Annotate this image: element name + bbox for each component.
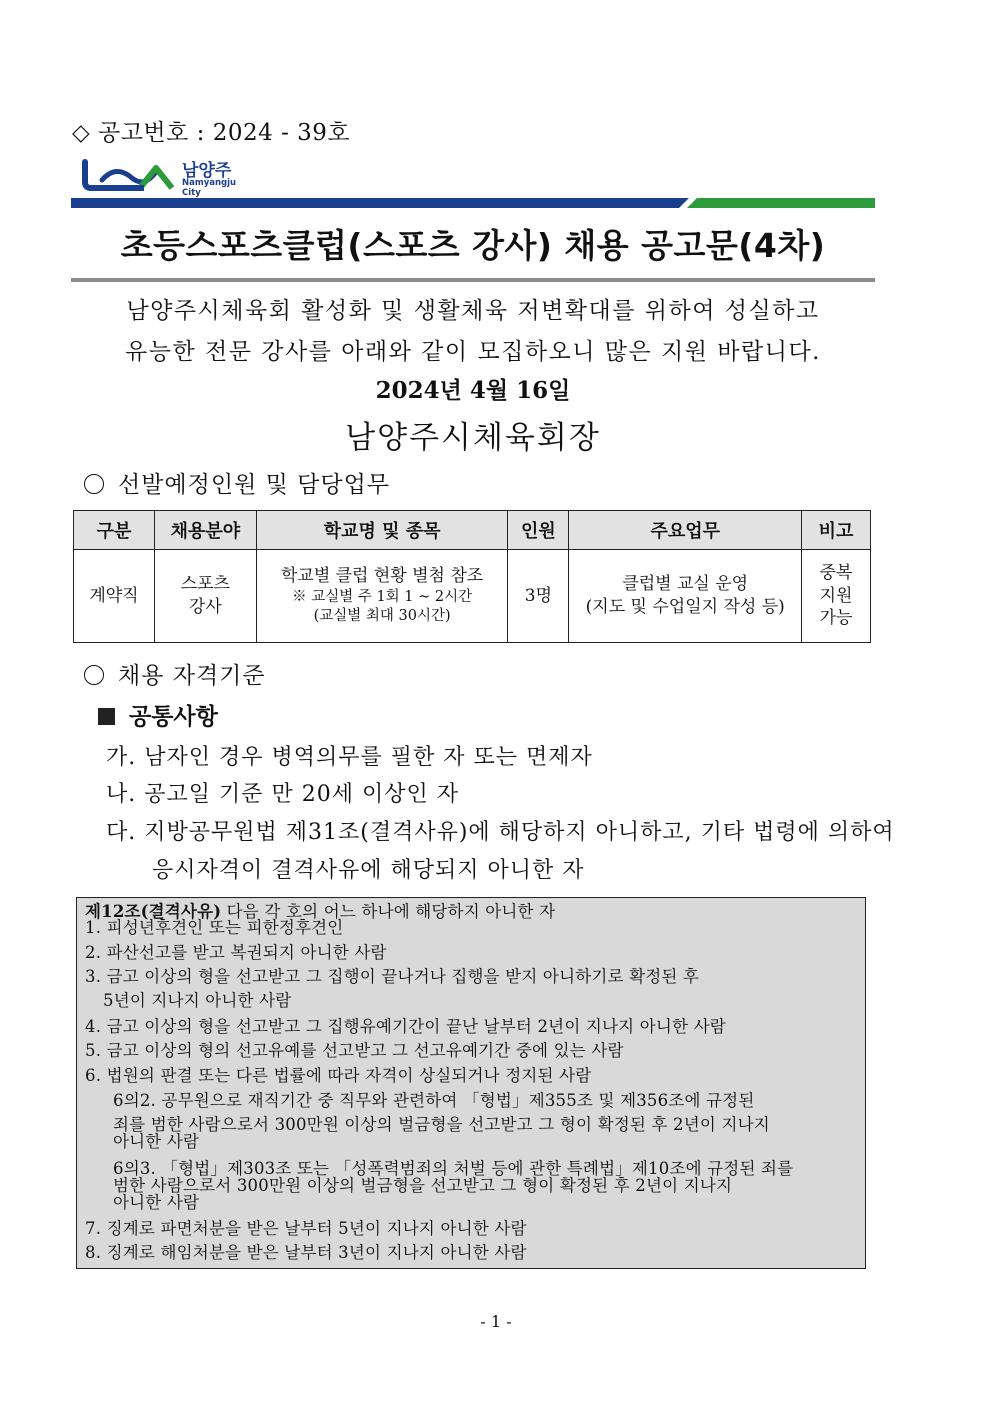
namyangju-logo [82, 156, 252, 198]
logo-name-ko: 남양주 [182, 161, 232, 181]
disqualification-item: 3. 금고 이상의 형을 선고받고 그 집행이 끝나거나 집행을 받지 아니하기로 확정된 후 [85, 967, 700, 986]
table-header: 주요업무 [569, 511, 802, 550]
table-header: 채용분야 [154, 511, 256, 550]
cell-type: 계약직 [74, 550, 155, 643]
cell-field: 스포츠 강사 [154, 550, 256, 643]
table-row [74, 550, 871, 643]
disqualification-item: 5. 금고 이상의 형의 선고유예를 선고받고 그 선고유예기간 중에 있는 사람 [85, 1041, 624, 1060]
section-heading-positions: 선발예정인원 및 담당업무 [84, 466, 390, 499]
disqualification-item: 죄를 범한 사람으로서 300만원 이상의 벌금형을 선고받고 그 형이 확정된 후 2년이 지나지 [113, 1115, 770, 1134]
intro-line-2: 유능한 전문 강사를 아래와 같이 모집하오니 많은 지원 바랍니다. [125, 339, 821, 365]
circle-bullet-icon [84, 665, 104, 685]
circle-bullet-icon [84, 474, 104, 494]
page-title: 초등스포츠클럽(스포츠 강사) 채용 공고문(4차) [120, 226, 826, 265]
header-color-bar [71, 198, 875, 208]
disqualification-box [76, 897, 866, 1269]
recruitment-table [73, 510, 871, 643]
requirement-item: 가. 남자인 경우 병역의무를 필한 자 또는 면제자 [106, 745, 593, 770]
requirement-item: 다. 지방공무원법 제31조(결격사유)에 해당하지 아니하고, 기타 법령에 의하여 [106, 820, 895, 845]
namyangju-logo-mark-icon [82, 156, 177, 194]
disqualification-item: 7. 징계로 파면처분을 받은 날부터 5년이 지나지 아니한 사람 [85, 1219, 527, 1238]
cell-note: 중복 지원 가능 [802, 550, 871, 643]
disqualification-item: 6. 법원의 판결 또는 다른 법률에 따라 자격이 상실되거나 정지된 사람 [85, 1066, 592, 1085]
cell-duty: 클럽별 교실 운영 (지도 및 수업일지 작성 등) [569, 550, 802, 643]
page-number: - 1 - [480, 1312, 512, 1331]
notice-date: 2024년 4월 16일 [375, 377, 571, 404]
square-bullet-icon [98, 708, 115, 725]
disqualification-item: 2. 파산선고를 받고 복권되지 아니한 사람 [85, 943, 387, 962]
requirement-item: 응시자격이 결격사유에 해당되지 아니한 자 [152, 858, 585, 883]
table-header: 인원 [508, 511, 569, 550]
section-heading-qualifications: 채용 자격기준 [84, 657, 266, 690]
table-header: 비고 [802, 511, 871, 550]
common-requirements-heading: 공통사항 [98, 698, 218, 731]
disqualification-item: 아니한 사람 [113, 1132, 200, 1151]
disqualification-item: 6의2. 공무원으로 재직기간 중 직무와 관련하여 「형법」제355조 및 제356조에 규정된 [113, 1091, 755, 1110]
disqualification-item: 1. 피성년후견인 또는 피한정후견인 [85, 918, 344, 937]
disqualification-item: 4. 금고 이상의 형을 선고받고 그 집행유예기간이 끝난 날부터 2년이 지나지 아니한 사람 [85, 1017, 726, 1036]
disqualification-item: 범한 사람으로서 300만원 이상의 벌금형을 선고받고 그 형이 확정된 후 2년이 지나지 [113, 1176, 733, 1195]
intro-line-1: 남양주시체육회 활성화 및 생활체육 저변확대를 위하여 성실하고 [126, 298, 820, 324]
notice-number: ◇ 공고번호 : 2024 - 39호 [72, 120, 351, 146]
logo-name-en: Namyangju City [182, 178, 237, 198]
table-header-row [74, 511, 871, 550]
cell-count: 3명 [508, 550, 569, 643]
requirement-item: 나. 공고일 기준 만 20세 이상인 자 [106, 782, 459, 807]
title-underline [71, 278, 875, 282]
disqualification-item: 8. 징계로 해임처분을 받은 날부터 3년이 지나지 아니한 사람 [85, 1243, 527, 1262]
disqualification-item: 5년이 지나지 아니한 사람 [103, 991, 292, 1010]
table-header: 학교명 및 종목 [256, 511, 508, 550]
disqualification-item: 6의3. 「형법」제303조 또는 「성폭력범죄의 처벌 등에 관한 특례법」제10조에 규정된 죄를 [113, 1159, 794, 1178]
organization-name: 남양주시체육회장 [345, 420, 601, 456]
disqualification-item: 아니한 사람 [113, 1193, 200, 1212]
table-header: 구분 [74, 511, 155, 550]
cell-school: 학교별 클럽 현황 별첨 참조 ※ 교실별 주 1회 1 ~ 2시간 (교실별 최대 30시간) [256, 550, 508, 643]
disqualification-heading: 제12조(결격사유) 다음 각 호의 어느 하나에 해당하지 아니한 자 [85, 902, 556, 921]
